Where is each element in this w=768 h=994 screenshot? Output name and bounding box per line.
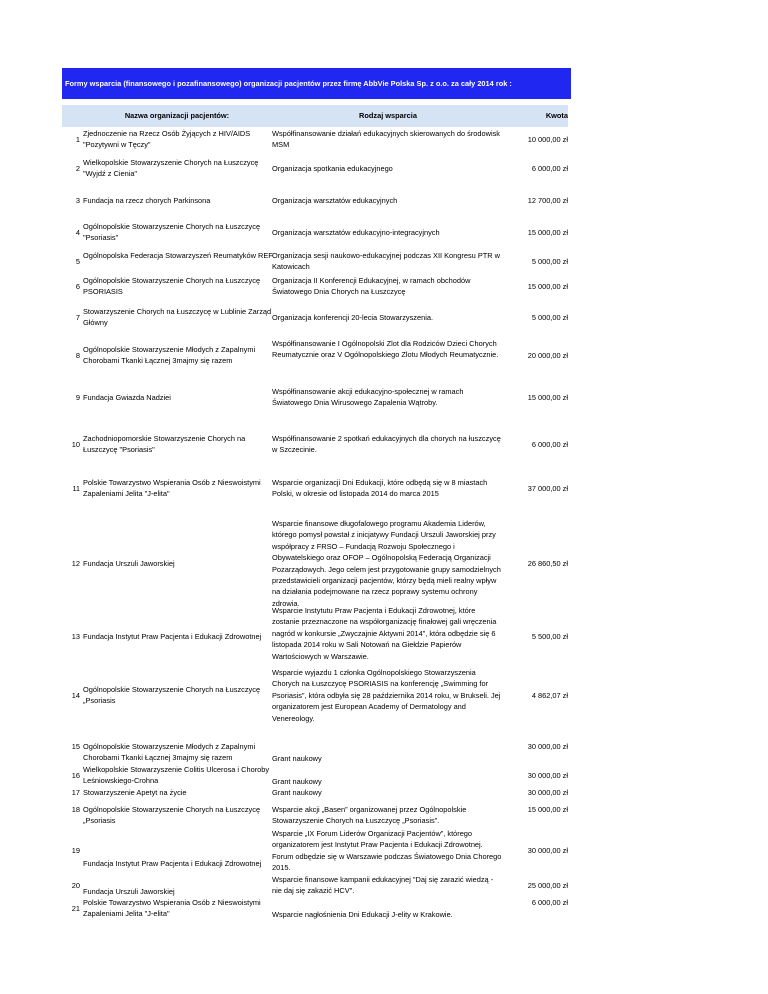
organization-name: Ogólnopolskie Stowarzyszenie Młodych z Zapalnymi Chorobami Tkanki Łącznej 3majmy się razem: [83, 742, 256, 763]
row-number: 18: [71, 805, 80, 814]
table-row: [62, 250, 568, 274]
organization-name: Zachodniopomorskie Stowarzyszenie Chorych na Łuszczycę "Psoriasis": [83, 434, 246, 455]
support-type: Współfinansowanie działań edukacyjnych skierowanych do środowisk MSM: [272, 129, 500, 150]
table-row: [62, 874, 568, 898]
header-amount: Kwota: [503, 105, 568, 127]
amount: 6 000,00 zł: [531, 898, 568, 907]
table-row: [62, 606, 568, 661]
amount: 30 000,00 zł: [527, 742, 568, 751]
organization-name: Fundacja Gwiazda Nadziei: [83, 393, 171, 402]
table-row: [62, 787, 568, 799]
row-number: 4: [75, 228, 80, 237]
amount: 15 000,00 zł: [527, 393, 568, 402]
row-number: 2: [75, 164, 80, 173]
table-row: [62, 221, 568, 245]
amount: 5 000,00 zł: [531, 313, 568, 322]
support-type: Organizacja warsztatów edukacyjnych: [272, 196, 398, 205]
row-number: 14: [71, 691, 80, 700]
amount: 26 860,50 zł: [527, 559, 568, 568]
row-number: 15: [71, 742, 80, 751]
table-row: [62, 433, 568, 457]
table-row: [62, 195, 568, 207]
table-row: [62, 306, 568, 330]
page-title: Formy wsparcia (finansowego i pozafinansowego) organizacji pacjentów przez firmę AbbVie Polska Sp. z o.o. za cały 2014 rok :: [62, 68, 571, 99]
table-row: [62, 157, 568, 181]
organization-name: Ogólnopolskie Stowarzyszenie Chorych na Łuszczycę "Psoriasis": [83, 222, 261, 243]
table-row: [62, 128, 568, 152]
organization-name: Ogólnopolskie Stowarzyszenie Młodych z Zapalnymi Chorobami Tkanki Łącznej 3majmy się razem: [83, 345, 256, 366]
support-type: Wsparcie finansowe kampanii edukacyjnej "Daj się zarazić wiedzą - nie daj się zakazić HCV".: [272, 875, 494, 896]
table-row: [62, 338, 568, 374]
organization-name: Fundacja Instytut Praw Pacjenta i Edukacji Zdrowotnej: [83, 632, 262, 641]
row-number: 16: [71, 771, 80, 780]
amount: 6 000,00 zł: [531, 440, 568, 449]
organization-name: Polskie Towarzystwo Wspierania Osób z Nieswoistymi Zapaleniami Jelita "J-elita": [83, 478, 261, 499]
table-row: [62, 518, 568, 610]
amount: 15 000,00 zł: [527, 805, 568, 814]
organization-name: Fundacja Instytut Praw Pacjenta i Edukacji Zdrowotnej: [83, 859, 262, 868]
organization-name: Zjednoczenie na Rzecz Osób Żyjących z HIV/AIDS "Pozytywni w Tęczy": [83, 129, 251, 150]
header-organization-name: Nazwa organizacji pacjentów:: [81, 105, 273, 127]
amount: 12 700,00 zł: [527, 196, 568, 205]
table-row: [62, 667, 568, 727]
support-type: Organizacja spotkania edukacyjnego: [272, 164, 393, 173]
support-type: Wsparcie organizacji Dni Edukacji, które odbędą się w 8 miastach Polski, w okresie od listopada 2014 do marca 2015: [272, 478, 488, 499]
support-type: Współfinansowanie 2 spotkań edukacyjnych dla chorych na łuszczycę w Szczecinie.: [272, 434, 501, 455]
support-type-text: Wsparcie Instytutu Praw Pacjenta i Edukacji Zdrowotnej, które zostanie przeznaczone na współorganizację finałowej gali wręczenia nagród w konkursie „Zwyczajnie Aktywni 2014”, która odbędzie się 6 listopada 2014 roku w Sali Notowań na Giełdzie Papierów Wartościowych w Warszawie.: [272, 606, 497, 661]
amount: 10 000,00 zł: [527, 135, 568, 144]
row-number: 13: [71, 632, 80, 641]
organization-name: Ogólnopolskie Stowarzyszenie Chorych na Łuszczycę „Psoriasis: [83, 805, 261, 826]
amount: 5 500,00 zł: [531, 632, 568, 641]
row-number: 3: [75, 196, 80, 205]
row-number: 6: [75, 282, 80, 291]
table-row: [62, 764, 568, 788]
table-row: [62, 741, 568, 765]
organization-name: Ogólnopolskie Stowarzyszenie Chorych na Łuszczycę „Psoriasis: [83, 685, 261, 706]
support-type: Organizacja konferencji 20-lecia Stowarzyszenia.: [272, 313, 434, 322]
organization-name: Ogólnopolska Federacja Stowarzyszeń Reumatyków REF: [83, 251, 273, 260]
support-type: Współfinansowanie I Ogólnopolski Zlot dla Rodziców Dzieci Chorych Reumatycznie oraz V Ogólnopolskiego Zlotu Młodych Reumatycznie.: [272, 339, 499, 360]
organization-name: Ogólnopolskie Stowarzyszenie Chorych na Łuszczycę PSORIASIS: [83, 276, 261, 297]
row-number: 20: [71, 881, 80, 890]
amount: 30 000,00 zł: [527, 788, 568, 797]
row-number: 9: [75, 393, 80, 402]
amount: 15 000,00 zł: [527, 282, 568, 291]
amount: 30 000,00 zł: [527, 846, 568, 855]
support-type: Współfinansowanie akcji edukacyjno-społecznej w ramach Światowego Dnia Wirusowego Zapalenia Wątroby.: [272, 387, 464, 408]
table-row: [62, 386, 568, 410]
support-type: [272, 606, 502, 661]
organization-name: Wielkopolskie Stowarzyszenie Chorych na Łuszczycę "Wyjdź z Cienia": [83, 158, 259, 179]
table-row: [62, 275, 568, 299]
table-row: [62, 828, 568, 873]
support-type: Grant naukowy: [272, 788, 322, 797]
support-type: Wsparcie wyjazdu 1 członka Ogólnopolskiego Stowarzyszenia Chorych na Łuszczycę PSORIASIS na konferencję „Swimming for Psoriasis”, która odbyła się 28 października 2014 roku, w Brukseli. Jej organizatorem jest European Academy of Dermatology and Venereology.: [272, 668, 501, 723]
header-support-type: Rodzaj wsparcia: [273, 105, 503, 127]
organization-name: Polskie Towarzystwo Wspierania Osób z Nieswoistymi Zapaleniami Jelita "J-elita": [83, 898, 261, 919]
amount: 20 000,00 zł: [527, 351, 568, 360]
table-row: [62, 897, 568, 921]
amount: 15 000,00 zł: [527, 228, 568, 237]
row-number: 8: [75, 351, 80, 360]
support-type: Organizacja warsztatów edukacyjno-integracyjnych: [272, 228, 440, 237]
row-number: 12: [71, 559, 80, 568]
organization-name: Fundacja Urszuli Jaworskiej: [83, 887, 175, 896]
support-type: Wsparcie „IX Forum Liderów Organizacji Pacjentów”, którego organizatorem jest Instytut Praw Pacjenta i Edukacji Zdrowotnej. Forum odbędzie się w Warszawie podczas Światowego Dnia Chorego 2015.: [272, 829, 502, 873]
organization-name: Fundacja Urszuli Jaworskiej: [83, 559, 175, 568]
support-type: Grant naukowy: [272, 754, 322, 763]
amount: 5 000,00 zł: [531, 257, 568, 266]
row-number: 21: [71, 904, 80, 913]
amount: 37 000,00 zł: [527, 484, 568, 493]
row-number: 11: [72, 484, 80, 493]
row-number: 1: [75, 135, 80, 144]
row-number: 19: [71, 846, 80, 855]
support-type: Grant naukowy: [272, 777, 322, 786]
support-type: Wsparcie akcji „Basen” organizowanej przez Ogólnopolskie Stowarzyszenie Chorych na Łuszczycę „Psoriasis”.: [272, 805, 467, 826]
amount: 4 862,07 zł: [531, 691, 568, 700]
amount: 25 000,00 zł: [527, 881, 568, 890]
organization-name: Fundacja na rzecz chorych Parkinsona: [83, 196, 211, 205]
support-type: Organizacja II Konferencji Edukacyjnej, w ramach obchodów Światowego Dnia Chorych na Łuszczycę: [272, 276, 471, 297]
row-number: 10: [71, 440, 80, 449]
support-type: Organizacja sesji naukowo-edukacyjnej podczas XII Kongresu PTR w Katowicach: [272, 251, 500, 272]
amount: 30 000,00 zł: [527, 771, 568, 780]
table-row: [62, 804, 568, 828]
support-type: Wsparcie nagłośnienia Dni Edukacji J-elity w Krakowie.: [272, 910, 453, 919]
amount: 6 000,00 zł: [531, 164, 568, 173]
organization-name: Wielkopolskie Stowarzyszenie Colitis Ulcerosa i Choroby Leśniowskiego-Crohna: [83, 765, 270, 786]
support-type: Wsparcie finansowe długofalowego programu Akademia Liderów, którego pomysł powstał z inicjatywy Fundacji Urszuli Jaworskiej przy współpracy z FRSO – Fundacją Rozwoju Społecznego i Obywatelskiego oraz OFOP – Ogólnopolską Federacją Organizacji Pozarządowych. Jego celem jest przygotowanie grupy samodzielnych przedstawicieli organizacji pacjentów, którzy będą mieli realny wpływ na działania podejmowane na rzecz poprawy systemu ochrony zdrowia.: [272, 519, 501, 608]
table-row: [62, 477, 568, 501]
row-number: 7: [75, 313, 80, 322]
row-number: 5: [75, 257, 80, 266]
organization-name: Stowarzyszenie Apetyt na życie: [83, 788, 187, 797]
row-number: 17: [71, 788, 80, 797]
organization-name: Stowarzyszenie Chorych na Łuszczycę w Lublinie Zarząd Główny: [83, 307, 272, 328]
